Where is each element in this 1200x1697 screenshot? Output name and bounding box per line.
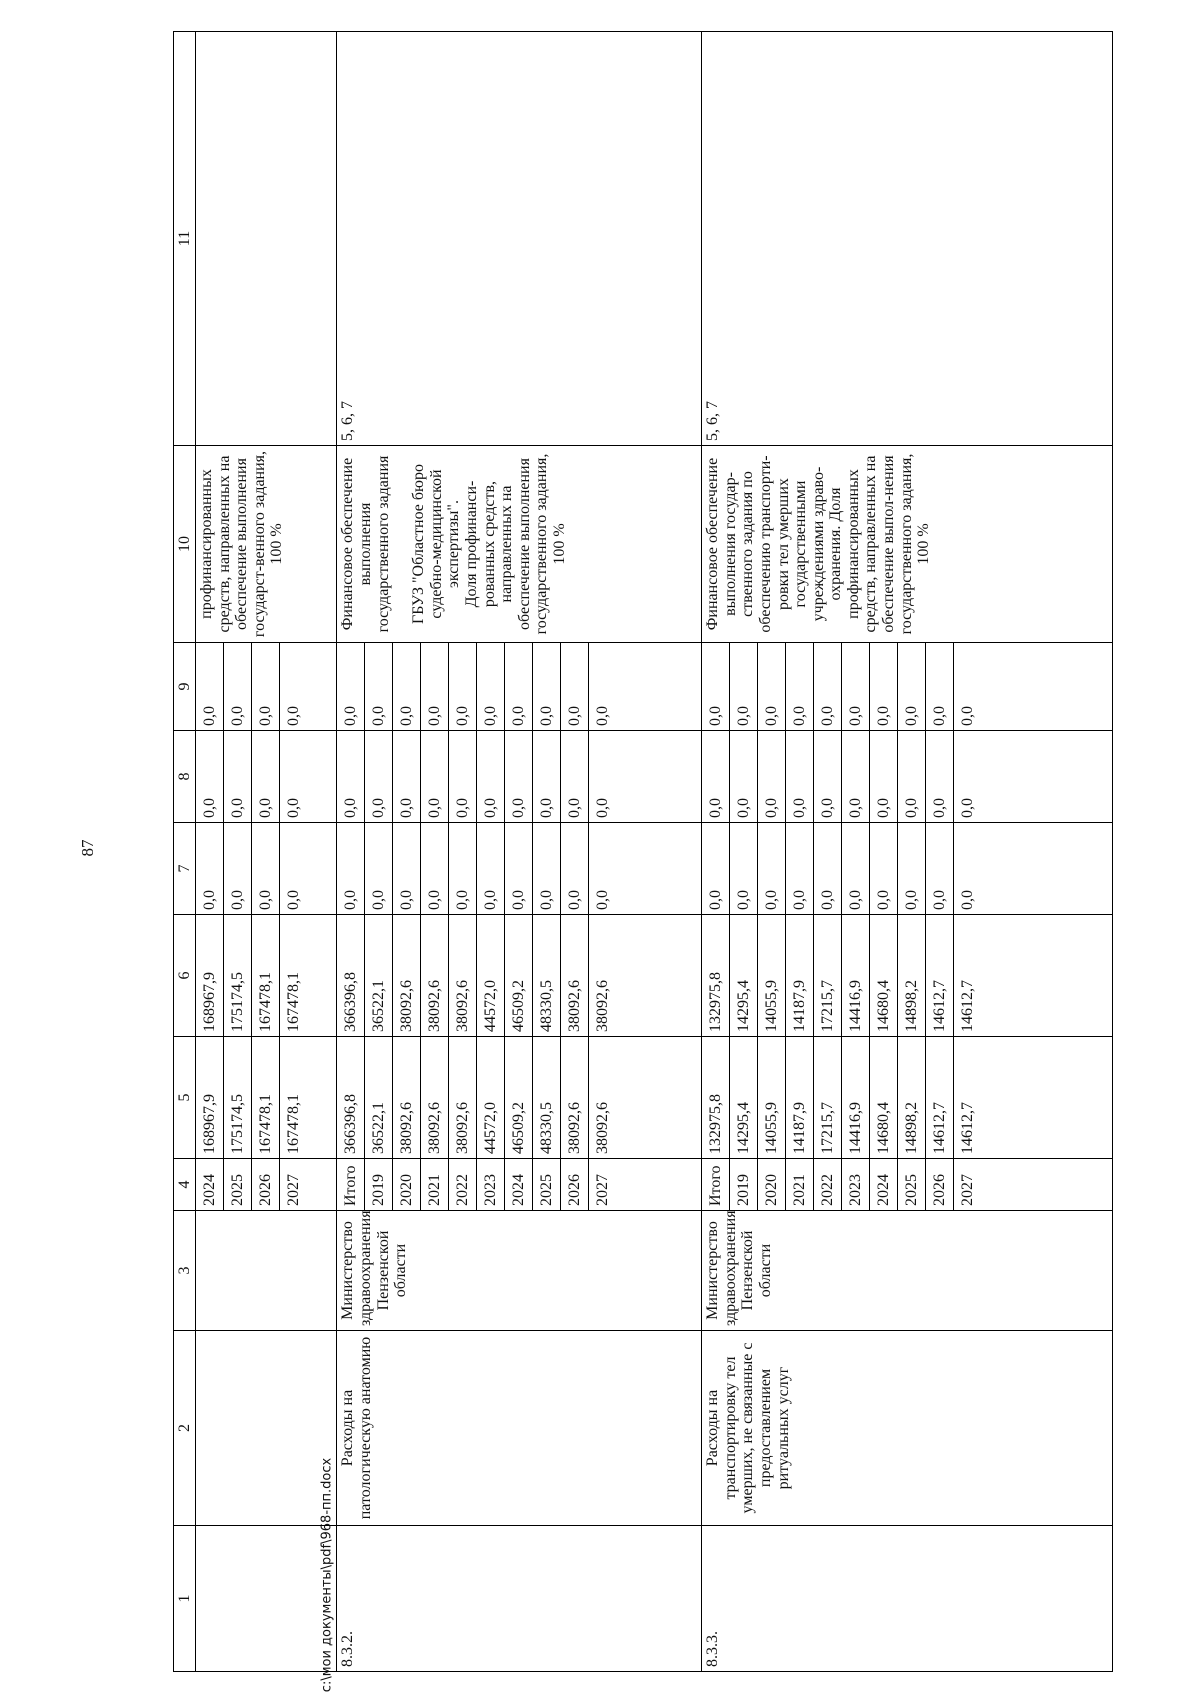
value: 0,0 (533, 731, 561, 822)
value: 46509,2 (505, 915, 533, 1036)
value: 38092,6 (594, 1102, 612, 1154)
value: 0,0 (252, 731, 280, 822)
value: 14295,4 (730, 1037, 758, 1158)
value: 0,0 (958, 890, 976, 910)
value: 0,0 (958, 798, 976, 818)
row-number-cell: 8.3.3. (702, 1526, 1113, 1672)
value-col9-cell (337, 643, 702, 731)
financing-table (173, 31, 1113, 1672)
value: 0,0 (758, 731, 786, 822)
indicator-cell: Финансовое обеспечение выполнения государ-ственного задания по обеспечению транспорти-ровки тел умерших государственными учреждениями здраво-охранения. Доля профинансированных средств, направленных на обеспечение выпол-нения государственного задания, 100 % (702, 446, 1113, 643)
col-header: 5 (174, 1037, 196, 1159)
year: 2020 (393, 1159, 421, 1210)
value: 14898,2 (898, 915, 926, 1036)
year: 2027 (958, 1174, 976, 1206)
value: 0,0 (758, 823, 786, 914)
value: 14898,2 (898, 1037, 926, 1158)
col-header: 1 (174, 1526, 196, 1672)
value: 0,0 (926, 731, 954, 822)
value: 168967,9 (196, 915, 224, 1036)
row-number-cell (196, 1526, 337, 1672)
value: 0,0 (842, 643, 870, 730)
value: 0,0 (702, 823, 730, 914)
value: 0,0 (365, 731, 393, 822)
value: 175174,5 (224, 915, 252, 1036)
program-reference-cell: 5, 6, 7 (702, 32, 1113, 446)
value: 36522,1 (365, 915, 393, 1036)
year: 2023 (842, 1159, 870, 1210)
value: 0,0 (196, 643, 224, 730)
value: 0,0 (505, 823, 533, 914)
value: 0,0 (449, 823, 477, 914)
value: 14612,7 (958, 1102, 976, 1154)
value: 0,0 (842, 823, 870, 914)
value: 0,0 (477, 731, 505, 822)
value: 14680,4 (870, 1037, 898, 1158)
col-header: 7 (174, 823, 196, 915)
table-row (337, 32, 702, 1672)
value: 0,0 (284, 798, 302, 818)
value: 0,0 (702, 731, 730, 822)
value: 0,0 (196, 823, 224, 914)
footer-file-path: c:\мои документы\pdf\968-пп.docx (319, 1457, 335, 1693)
value: 48330,5 (533, 1037, 561, 1158)
value: 38092,6 (421, 1037, 449, 1158)
value: 0,0 (505, 643, 533, 730)
value: 17215,7 (814, 915, 842, 1036)
value-col8-cell (337, 731, 702, 823)
value: 0,0 (758, 643, 786, 730)
year: 2027 (594, 1174, 612, 1206)
year: 2022 (814, 1159, 842, 1210)
value: 0,0 (337, 823, 365, 914)
value: 48330,5 (533, 915, 561, 1036)
value: 366396,8 (337, 1037, 365, 1158)
value: 0,0 (898, 643, 926, 730)
value: 14416,9 (842, 915, 870, 1036)
row-executor-cell: Министерство здравоохранения Пензенской области (702, 1211, 1113, 1331)
value: 0,0 (224, 643, 252, 730)
value: 0,0 (730, 731, 758, 822)
value: 0,0 (337, 731, 365, 822)
indicator-cell: профинансированных средств, направленных на обеспечение выполнения государст-венного задания, 100 % (196, 446, 337, 643)
year: Итого (702, 1159, 730, 1210)
value: 0,0 (870, 823, 898, 914)
year: 2026 (926, 1159, 954, 1210)
value: 0,0 (421, 643, 449, 730)
value: 38092,6 (393, 915, 421, 1036)
value-col7-cell (337, 823, 702, 915)
value: 167478,1 (284, 972, 302, 1032)
value: 38092,6 (561, 1037, 589, 1158)
value: 0,0 (898, 731, 926, 822)
value: 0,0 (926, 823, 954, 914)
value: 14612,7 (926, 915, 954, 1036)
value: 0,0 (393, 731, 421, 822)
indicator-text-c: Доля профинанси-рованных средств, направленных на обеспечение выполнения государственного задания, 100 % (462, 453, 568, 635)
value-col9-cell (196, 643, 337, 731)
value: 175174,5 (224, 1037, 252, 1158)
column-number-row (174, 32, 196, 1672)
year: 2023 (477, 1159, 505, 1210)
col-header: 2 (174, 1331, 196, 1526)
table-row-continued (196, 32, 337, 1672)
indicator-text-a: Финансовое обеспечение выполнения государственного задания (339, 455, 392, 633)
value: 0,0 (284, 890, 302, 910)
row-number-cell: 8.3.2. (337, 1526, 702, 1672)
value: 132975,8 (702, 915, 730, 1036)
year: 2024 (505, 1159, 533, 1210)
value: 0,0 (393, 643, 421, 730)
value: 0,0 (224, 731, 252, 822)
program-reference-cell: 5, 6, 7 (337, 32, 702, 446)
col-header: 4 (174, 1159, 196, 1211)
value-col5-cell (196, 1037, 337, 1159)
value: 167478,1 (252, 1037, 280, 1158)
value: 14612,7 (926, 1037, 954, 1158)
value: 0,0 (814, 731, 842, 822)
value-col6-cell (196, 915, 337, 1037)
col-header: 8 (174, 731, 196, 823)
value: 0,0 (870, 643, 898, 730)
col-header: 10 (174, 446, 196, 643)
year: 2026 (252, 1159, 280, 1210)
value-col6-cell (337, 915, 702, 1037)
col-header: 6 (174, 915, 196, 1037)
year: 2025 (224, 1159, 252, 1210)
value-col5-cell (702, 1037, 1113, 1159)
row-name-cell: Расходы на транспортировку тел умерших, не связанные с предоставлением ритуальных услуг (702, 1331, 1113, 1526)
value: 17215,7 (814, 1037, 842, 1158)
value: 132975,8 (702, 1037, 730, 1158)
years-cell (337, 1159, 702, 1211)
value: 0,0 (730, 823, 758, 914)
value: 167478,1 (252, 915, 280, 1036)
year: 2019 (730, 1159, 758, 1210)
value: 0,0 (252, 823, 280, 914)
value: 0,0 (477, 643, 505, 730)
value: 0,0 (561, 731, 589, 822)
value: 0,0 (814, 643, 842, 730)
year: 2024 (196, 1159, 224, 1210)
value: 44572,0 (477, 1037, 505, 1158)
value: 14295,4 (730, 915, 758, 1036)
col-header: 9 (174, 643, 196, 731)
year: 2025 (533, 1159, 561, 1210)
year: 2026 (561, 1159, 589, 1210)
value: 0,0 (252, 643, 280, 730)
year: 2027 (284, 1174, 302, 1206)
value: 0,0 (842, 731, 870, 822)
value: 0,0 (365, 643, 393, 730)
value: 0,0 (870, 731, 898, 822)
value-col9-cell (702, 643, 1113, 731)
value: 0,0 (505, 731, 533, 822)
value-col7-cell (196, 823, 337, 915)
value-col8-cell (196, 731, 337, 823)
value-col5-cell (337, 1037, 702, 1159)
indicator-cell (337, 446, 702, 643)
value: 14416,9 (842, 1037, 870, 1158)
value: 0,0 (477, 823, 505, 914)
value: 0,0 (926, 643, 954, 730)
year: 2019 (365, 1159, 393, 1210)
value: 14055,9 (758, 915, 786, 1036)
years-cell (702, 1159, 1113, 1211)
row-name-cell (196, 1331, 337, 1526)
value: 0,0 (337, 643, 365, 730)
year: 2021 (421, 1159, 449, 1210)
value: 0,0 (449, 643, 477, 730)
value: 0,0 (958, 706, 976, 726)
value: 0,0 (224, 823, 252, 914)
program-reference-cell (196, 32, 337, 446)
value: 14612,7 (958, 980, 976, 1032)
value: 0,0 (196, 731, 224, 822)
rotated-table-container (173, 32, 1113, 1672)
value: 0,0 (533, 823, 561, 914)
value: 0,0 (594, 706, 612, 726)
value: 14680,4 (870, 915, 898, 1036)
years-cell (196, 1159, 337, 1211)
row-name-cell: Расходы на патологическую анатомию (337, 1331, 702, 1526)
value: 0,0 (449, 731, 477, 822)
value: 0,0 (393, 823, 421, 914)
value: 0,0 (561, 823, 589, 914)
value: 366396,8 (337, 915, 365, 1036)
value: 0,0 (702, 643, 730, 730)
value: 0,0 (421, 731, 449, 822)
value: 0,0 (730, 643, 758, 730)
value: 0,0 (814, 823, 842, 914)
year: Итого (337, 1159, 365, 1210)
value: 168967,9 (196, 1037, 224, 1158)
value: 14187,9 (786, 915, 814, 1036)
value: 0,0 (594, 798, 612, 818)
value: 0,0 (561, 643, 589, 730)
value: 0,0 (533, 643, 561, 730)
value: 0,0 (786, 643, 814, 730)
value: 46509,2 (505, 1037, 533, 1158)
page-number: 87 (78, 839, 97, 857)
value: 14055,9 (758, 1037, 786, 1158)
year: 2025 (898, 1159, 926, 1210)
row-executor-cell: Министерство здравоохранения Пензенской области (337, 1211, 702, 1331)
value: 0,0 (786, 823, 814, 914)
col-header: 11 (174, 32, 196, 446)
value: 0,0 (421, 823, 449, 914)
value: 38092,6 (449, 1037, 477, 1158)
col-header: 3 (174, 1211, 196, 1331)
year: 2022 (449, 1159, 477, 1210)
value: 0,0 (594, 890, 612, 910)
value: 38092,6 (393, 1037, 421, 1158)
value: 44572,0 (477, 915, 505, 1036)
value: 0,0 (365, 823, 393, 914)
table-row (702, 32, 1113, 1672)
indicator-text-b: ГБУЗ "Областное бюро судебно-медицинской экспертизы". (410, 464, 463, 624)
value: 0,0 (284, 706, 302, 726)
value: 38092,6 (449, 915, 477, 1036)
value: 38092,6 (421, 915, 449, 1036)
year: 2024 (870, 1159, 898, 1210)
value-col8-cell (702, 731, 1113, 823)
value-col6-cell (702, 915, 1113, 1037)
value-col7-cell (702, 823, 1113, 915)
value: 38092,6 (561, 915, 589, 1036)
year: 2021 (786, 1159, 814, 1210)
value: 0,0 (898, 823, 926, 914)
value: 36522,1 (365, 1037, 393, 1158)
value: 0,0 (786, 731, 814, 822)
row-executor-cell (196, 1211, 337, 1331)
year: 2020 (758, 1159, 786, 1210)
value: 167478,1 (284, 1094, 302, 1154)
value: 38092,6 (594, 980, 612, 1032)
value: 14187,9 (786, 1037, 814, 1158)
